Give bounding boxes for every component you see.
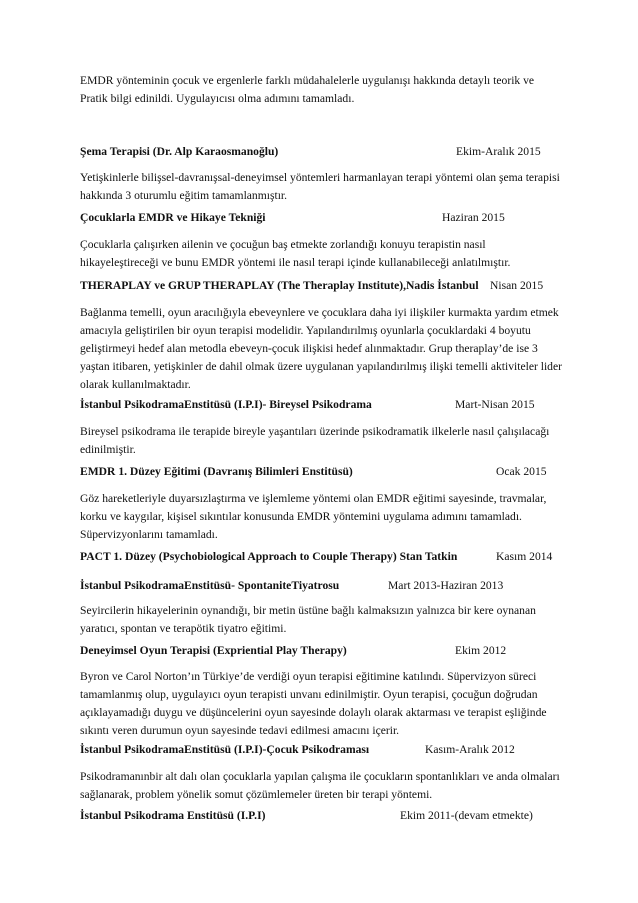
section-date: Mart 2013-Haziran 2013	[388, 579, 504, 592]
section-date: Nisan 2015	[490, 279, 544, 292]
section-description-block	[80, 423, 562, 459]
training-section	[80, 209, 562, 227]
section-date: Ekim 2012	[455, 644, 507, 657]
section-description: Bağlanma temelli, oyun aracılığıyla ebeveynlere ve çocuklara daha iyi ilişkiler kurmakta yardım etmek amacıyla geliştirilen bir oyun terapisi modelidir. Yapılandırılmış oyunlarla çocuklardaki 4 boyutu geliştirmeyi hedef alan metodla ebeveyn-çocuk ilişkisi hedef alınmaktadır. Grup theraplay’de ise 3 yaştan itibaren, yetişkinler de dahil olmak üzere uygulanan yapılandırılmış ilişki temelli aktiviteler lider olarak kullanılmaktadır.	[80, 306, 562, 391]
section-heading	[80, 396, 562, 414]
training-section	[80, 577, 562, 595]
section-description: Yetişkinlerle bilişsel-davranışsal-deneyimsel yöntemleri harmanlayan terapi yöntemi olan şema terapisi hakkında 3 oturumlu eğitim tamamlanmıştır.	[80, 171, 560, 202]
section-title: THERAPLAY ve GRUP THERAPLAY (The Theraplay Institute),Nadis İstanbul	[80, 279, 479, 292]
training-section	[80, 143, 562, 161]
training-section	[80, 807, 562, 825]
section-date: Kasım-Aralık 2012	[425, 743, 515, 756]
section-description-block	[80, 768, 562, 804]
section-title: Deneyimsel Oyun Terapisi (Expriential Play Therapy)	[80, 644, 347, 657]
section-date: Ekim 2011-(devam etmekte)	[400, 809, 533, 822]
training-section	[80, 642, 562, 660]
section-heading	[80, 548, 562, 566]
section-date: Kasım 2014	[496, 550, 553, 563]
section-title: İstanbul PsikodramaEnstitüsü (I.P.I)- Bireysel Psikodrama	[80, 398, 372, 411]
section-description: Seyircilerin hikayelerinin oynandığı, bir metin üstüne bağlı kalmaksızın yalnızca bir kere oynanan yaratıcı, spontan ve terapötik tiyatro eğitimi.	[80, 604, 536, 635]
section-description: Bireysel psikodrama ile terapide bireyle yaşantıları üzerinde psikodramatik ilkelerle nasıl çalışılacağı edinilmiştir.	[80, 425, 550, 456]
training-section	[80, 277, 562, 295]
section-heading	[80, 577, 562, 595]
section-heading	[80, 741, 562, 759]
section-heading	[80, 277, 562, 295]
training-section	[80, 463, 562, 481]
section-heading	[80, 143, 562, 161]
section-description-block	[80, 602, 562, 638]
section-title: İstanbul PsikodramaEnstitüsü (I.P.I)-Çocuk Psikodraması	[80, 743, 370, 756]
section-date: Mart-Nisan 2015	[455, 398, 535, 411]
section-title: PACT 1. Düzey (Psychobiological Approach to Couple Therapy) Stan Tatkin	[80, 550, 458, 563]
section-heading	[80, 807, 562, 825]
section-title: EMDR 1. Düzey Eğitimi (Davranış Bilimleri Enstitüsü)	[80, 465, 353, 478]
section-description-block	[80, 304, 562, 394]
training-section	[80, 548, 562, 566]
section-title: Şema Terapisi (Dr. Alp Karaosmanoğlu)	[80, 145, 279, 158]
section-title: İstanbul PsikodramaEnstitüsü- SpontaniteTiyatrosu	[80, 579, 340, 592]
intro-paragraph	[80, 72, 562, 108]
training-section	[80, 396, 562, 414]
section-title: Çocuklarla EMDR ve Hikaye Tekniği	[80, 211, 266, 224]
intro-text: EMDR yönteminin çocuk ve ergenlerle farklı müdahalelerle uygulanışı hakkında detaylı teorik ve Pratik bilgi edinildi. Uygulayıcısı olma adımını tamamladı.	[80, 74, 535, 105]
training-section	[80, 741, 562, 759]
section-description-block	[80, 668, 562, 740]
section-description: Göz hareketleriyle duyarsızlaştırma ve işlemleme yöntemi olan EMDR eğitimi sayesinde, travmalar, korku ve kaygılar, kişisel sıkıntılar konusunda EMDR yöntemini uygulama adımını tamamladı. Süpervizyonlarını tamamladı.	[80, 492, 547, 541]
section-date: Ocak 2015	[496, 465, 547, 478]
section-heading	[80, 463, 562, 481]
section-description: Byron ve Carol Norton’ın Türkiye’de verdiği oyun terapisi eğitimine katılındı. Süpervizyon süreci tamamlanmış olup, uygulayıcı oyun terapisti unvanı edinilmiştir. Oyun terapisi, çocuğun doğrudan açıklayamadığı duygu ve düşüncelerini oyun sayesinde dolaylı olarak aktarması ve terapist eşliğinde sıkıntı veren durumun oyun sayesinde tedavi edilmesi amacını içerir.	[80, 670, 547, 737]
section-description-block	[80, 169, 562, 205]
section-description-block	[80, 490, 562, 544]
section-description: Çocuklarla çalışırken ailenin ve çocuğun baş etmekte zorlandığı konuyu terapistin nasıl hikayeleştireceği ve bunu EMDR yöntemi ile nasıl terapi içinde kullanabileceği anlatılmıştır.	[80, 238, 511, 269]
section-heading	[80, 642, 562, 660]
section-description: Psikodramanınbir alt dalı olan çocuklarla yapılan çalışma ile çocukların spontanlıkları ve anda olmaları sağlanarak, problem yönelik somut çözümlemeler üreten bir terapi yöntemi.	[80, 770, 560, 801]
section-date: Haziran 2015	[442, 211, 505, 224]
section-heading	[80, 209, 562, 227]
section-date: Ekim-Aralık 2015	[456, 145, 541, 158]
section-title: İstanbul Psikodrama Enstitüsü (I.P.I)	[80, 809, 266, 822]
section-description-block	[80, 236, 562, 272]
